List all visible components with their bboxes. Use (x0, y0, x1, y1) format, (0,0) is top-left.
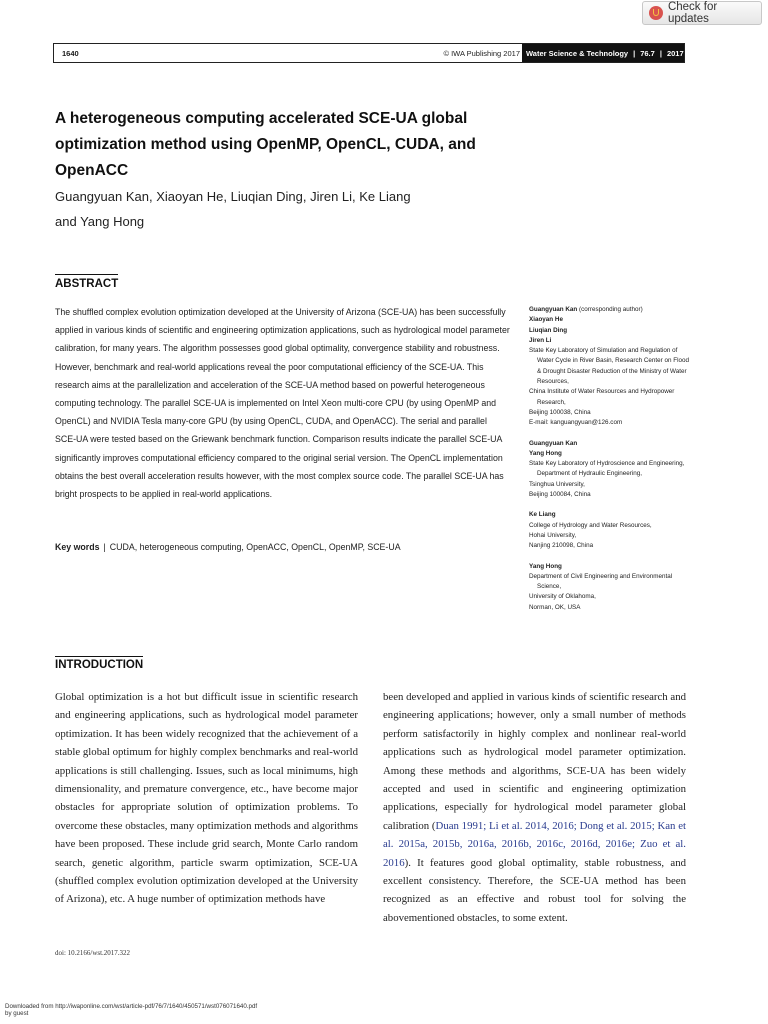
affiliation-line: Norman, OK, USA (529, 603, 581, 611)
journal-name: Water Science & Technology (526, 48, 629, 58)
introduction-heading: INTRODUCTION (55, 656, 143, 671)
author-line: and Yang Hong (55, 214, 145, 229)
header-separator: | (633, 48, 636, 58)
abstract-text: The shuffled complex evolution optimization developed at the University of Arizona (SCE-UA) has been successfully applied in various kinds of scientific and engineering optimization applications, such as hydrological model parameter calibration, for many years. The algorithm possesses good global optimality, convergence stability and robustness. However, benchmark and real-world applications reveal the poor computational efficiency of the SCE-UA. This research aims at the parallelization and acceleration of the SCE-UA method based on powerful heterogeneous computing technology. The parallel SCE-UA is implemented on Intel Xeon multi-core CPU (by using OpenMP and OpenCL) and NVIDIA Tesla many-core GPU (by using OpenCL, CUDA, and OpenACC). The serial and parallel SCE-UA were tested based on the Griewank benchmark function. Comparison results indicate the parallel SCE-UA significantly improves computational efficiency compared to the original serial version. The OpenCL implementation obtains the best overall acceleration results however, with the most complex source code. The parallel SCE-UA has bright prospects to be applied in real-world applications. (55, 307, 510, 500)
download-url: Downloaded from http://iwaponline.com/wst/article-pdf/76/7/1640/450571/wst076071640.pdf (5, 1003, 258, 1010)
journal-volume: 76.7 (640, 48, 655, 58)
author-list (55, 184, 455, 234)
body-text: ). It features good global optimality, stable robustness, and excellent consistency. Therefore, the SCE-UA method has been recognized as an effective and robust tool for solving the abovementioned obstacles, to some extent. (383, 856, 686, 924)
affiliation-author (529, 326, 689, 336)
affiliation-author-name: Xiaoyan He (529, 316, 563, 324)
journal-banner (522, 44, 684, 62)
affiliation-line: Beijing 100038, China (529, 408, 591, 416)
affiliation-author (529, 336, 689, 346)
citation-links[interactable]: Duan 1991; Li et al. 2014, 2016; Dong et al. 2015; Kan et al. 2015a, 2015b, 2016a, 2016b, 2016c, 2016d, 2016e; Zuo et al. 2016 (383, 819, 686, 869)
abstract-heading: ABSTRACT (55, 274, 118, 290)
affiliation-author-name: Guangyuan Kan (529, 439, 578, 447)
affiliation-author (529, 562, 689, 572)
body-text: been developed and applied in various kinds of scientific research and engineering applications; however, only a small number of methods perform satisfactorily in highly complex and nonlinear real-world applications such as hydrological model parameter optimization. Among these methods and algorithms, SCE-UA has been widely accepted and used in scientific and engineering optimization applications, especially for hydrological model parameter global calibration ( (383, 691, 686, 832)
doi: doi: 10.2166/wst.2017.322 (55, 949, 131, 957)
keywords-separator: | (103, 542, 106, 552)
running-header (53, 43, 685, 63)
affiliation-line: Department of Civil Engineering and Environmental Science, (529, 572, 673, 591)
affiliation-author-name: Liuqian Ding (529, 326, 568, 334)
affiliation-group (529, 439, 689, 501)
publisher-note: © IWA Publishing 2017 (443, 49, 520, 58)
corresponding-author-note: (corresponding author) (577, 306, 643, 313)
affiliation-author (529, 449, 689, 459)
download-note (5, 1003, 257, 1017)
affiliation-group (529, 562, 689, 613)
crossmark-icon (649, 6, 663, 20)
affiliation-line: Beijing 100084, China (529, 491, 591, 499)
header-separator: | (659, 48, 662, 58)
introduction-column-1: Global optimization is a hot but difficult issue in scientific research and engineering applications, such as hydrological model parameter optimization. It has been widely recognized that the achievement of a stable global optimum for highly complex benchmarks and real-world applications is still challenging. Issues, such as local minimums, high dimensionality, and premature convergence, etc., have become major obstacles for appropriate solution of optimization problems. To overcome these obstacles, many optimization methods and algorithms have been proposed. These include grid search, Monte Carlo random search, genetic algorithm, particle swarm optimization, SCE-UA (shuffled complex evolution optimization developed at the University of Arizona), etc. A huge number of optimization methods have (55, 691, 358, 906)
affiliation-author-name: Guangyuan Kan (529, 306, 578, 313)
paper-title: A heterogeneous computing accelerated SCE-UA global optimization method using OpenMP, OpenCL, CUDA, and OpenACC (55, 110, 476, 179)
affiliation-line: University of Oklahoma, (529, 593, 596, 601)
affiliation-line: State Key Laboratory of Hydroscience and Engineering, Department of Hydraulic Engineering, (529, 460, 685, 478)
affiliation-author-name: Jiren Li (529, 336, 552, 344)
affiliation-author-name: Yang Hong (529, 449, 562, 457)
keywords (55, 542, 510, 552)
keywords-label: Key words (55, 542, 100, 552)
check-for-updates-button[interactable] (642, 1, 762, 25)
affiliation-author (529, 439, 689, 449)
download-by: by guest (5, 1010, 29, 1017)
affiliation-author (529, 510, 689, 520)
affiliation-author (529, 315, 689, 325)
affiliation-group (529, 305, 689, 429)
affiliation-line: China Institute of Water Resources and Hydropower Research, (529, 388, 675, 406)
journal-year: 2017 (666, 48, 684, 58)
affiliation-group (529, 510, 689, 551)
affiliation-line: Hohai University, (529, 531, 577, 539)
affiliation-line: Tsinghua University, (529, 480, 585, 488)
affiliation-author (529, 305, 689, 315)
affiliation-line: E-mail: kanguangyuan@126.com (529, 419, 623, 427)
check-for-updates-label: Check for updates (667, 1, 718, 25)
affiliations (529, 305, 689, 623)
keywords-list: CUDA, heterogeneous computing, OpenACC, OpenCL, OpenMP, SCE-UA (109, 542, 401, 552)
affiliation-author-name: Ke Liang (529, 511, 556, 519)
author-line: Guangyuan Kan, Xiaoyan He, Liuqian Ding, Jiren Li, Ke Liang (55, 189, 411, 204)
introduction-column-2 (383, 688, 686, 927)
affiliation-line: College of Hydrology and Water Resources, (529, 521, 652, 529)
page-number: 1640 (62, 49, 79, 58)
affiliation-line: State Key Laboratory of Simulation and Regulation of Water Cycle in River Basin, Research Center on Flood & Drought Disaster Reduction of the Ministry of Water Resources, (529, 347, 690, 386)
affiliation-line: Nanjing 210098, China (529, 542, 594, 550)
affiliation-author-name: Yang Hong (529, 562, 562, 570)
